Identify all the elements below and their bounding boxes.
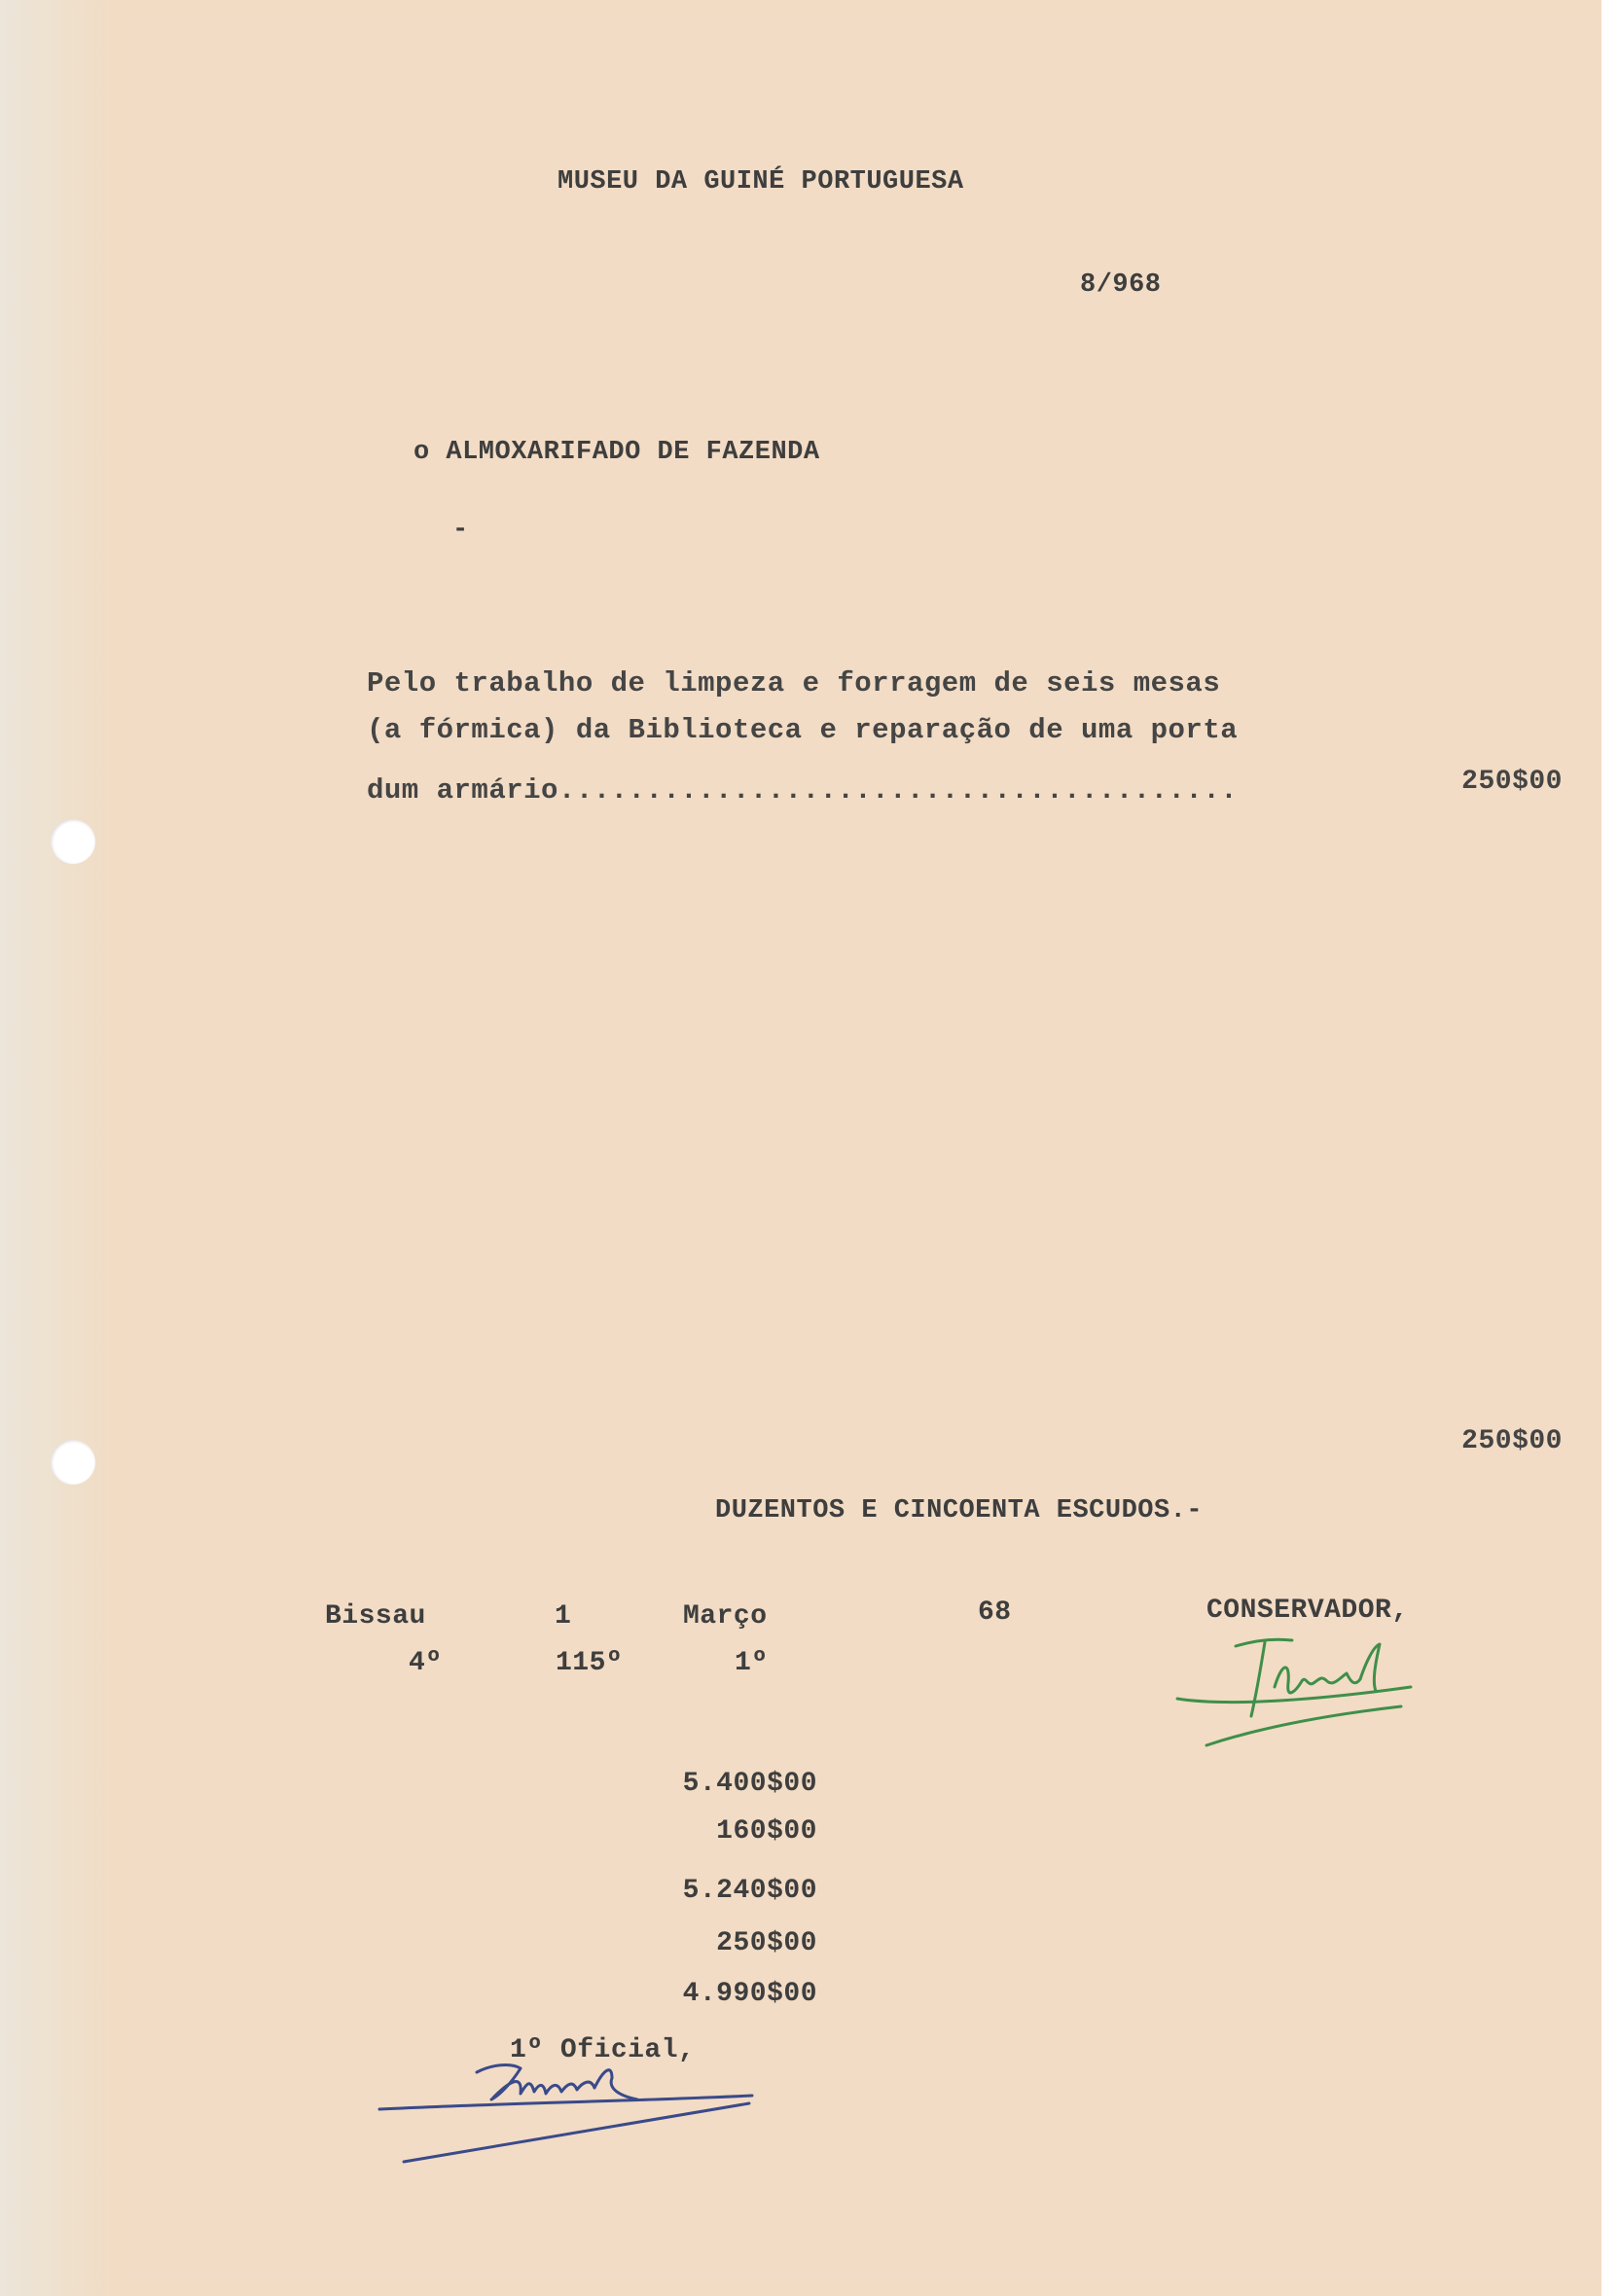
calc-line-5: 4.990$00 — [682, 1979, 817, 2009]
binding-strip — [0, 0, 117, 2296]
total-in-words: DUZENTOS E CINCOENTA ESCUDOS.- — [715, 1496, 1204, 1525]
calc-line-3: 5.240$00 — [682, 1876, 817, 1906]
recipient-dash: - — [452, 516, 469, 545]
punch-hole-bottom — [51, 1440, 95, 1485]
signatory-title: CONSERVADOR, — [1206, 1596, 1409, 1626]
date-sub-a: 4º — [409, 1648, 443, 1678]
item-amount: 250$00 — [1461, 767, 1563, 797]
calc-line-4: 250$00 — [716, 1928, 817, 1958]
total-amount: 250$00 — [1461, 1426, 1563, 1456]
date-day: 1 — [555, 1601, 572, 1632]
recipient-line: o ALMOXARIFADO DE FAZENDA — [414, 438, 820, 467]
description-line-3: dum armário....................................... — [367, 774, 1239, 807]
date-place: Bissau — [325, 1601, 426, 1632]
officer-title: 1º Oficial, — [510, 2035, 696, 2065]
conservador-signature — [1168, 1623, 1430, 1749]
description-line-2: (a fórmica) da Biblioteca e reparação de uma porta — [367, 714, 1239, 746]
calc-line-1: 5.400$00 — [682, 1769, 817, 1799]
officer-signature — [375, 2055, 764, 2171]
date-sub-c: 1º — [735, 1648, 769, 1678]
punch-hole-top — [51, 819, 95, 864]
institution-heading: MUSEU DA GUINÉ PORTUGUESA — [558, 167, 964, 197]
description-line-1: Pelo trabalho de limpeza e forragem de seis mesas — [367, 667, 1221, 700]
date-month: Março — [683, 1601, 768, 1632]
calc-line-2: 160$00 — [716, 1816, 817, 1847]
date-sub-b: 115º — [556, 1648, 624, 1678]
document-number: 8/968 — [1080, 270, 1162, 300]
date-year: 68 — [978, 1597, 1012, 1628]
